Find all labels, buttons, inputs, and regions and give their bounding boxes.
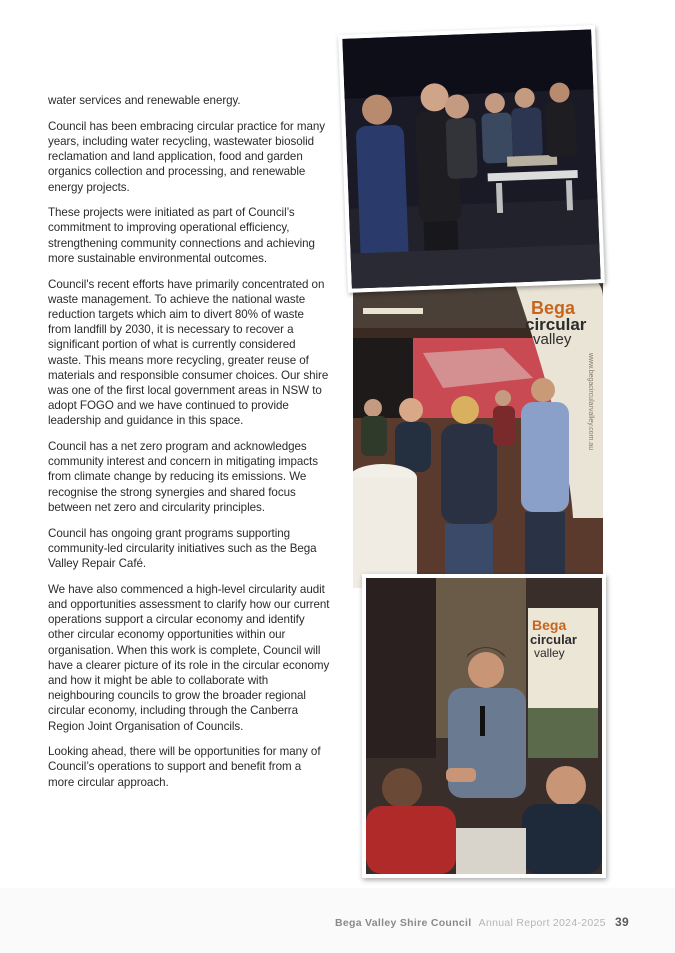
panel-discussion-image [342,29,600,288]
speaker-banner-brand-line-1: Bega [532,617,567,633]
banner-brand-line-2: circular [525,315,587,334]
paragraph: water services and renewable energy. [48,94,241,107]
banner-url: www.begacircularvalley.com.au [587,353,594,451]
banner-brand-line-1: Bega [531,298,576,318]
speaker-photo [362,574,606,878]
paragraph: These projects were initiated as part of Council’s commitment to improving operational efficiency, strengthening community connections and achieving more sustainable environmental outcomes. [48,206,315,265]
paragraph: Council has been embracing circular practice for many years, including water recycling, wastewater biosolid reclamation and land application, food and garden organics collection and processing, and renewable energy projects. [48,119,326,194]
footer-report-title: Annual Report 2024-2025 [478,917,606,929]
speaker-banner-brand-line-3: valley [534,646,565,660]
speaker-banner-brand-line-2: circular [530,632,577,647]
paragraph: Looking ahead, there will be opportunities for many of Council’s operations to support and benefit from a more circular approach. [48,745,321,789]
page-number: 39 [615,915,629,929]
page-footer [335,915,629,929]
paragraph: We have also commenced a high-level circularity audit and opportunities assessment to clarify how our current operations support a circular economy and identify other circular economy opportunities within our organisation. When this work is complete, Council will have a clearer picture of its role in the circular economy and how it might be able to collaborate with neighbouring councils to grow the broader regional circular economy, including through the Canberra Region Joint Organisation of Councils. [48,582,330,733]
footer-org-name: Bega Valley Shire Council [334,917,472,929]
paragraph: Council has a net zero program and acknowledges community interest and concern in mitigating impacts from climate change by reducing its emissions. We recognise the strong synergies and shared focus between net zero and circularity principles. [48,440,318,514]
body-text [48,93,330,800]
speaker-image [366,578,602,874]
paragraph: Council's recent efforts have primarily concentrated on waste management. To achieve the national waste reduction targets which aim to divert 80% of waste from landfill by 2030, it is necessary to recover a significant portion of what is currently considered waste. This means more recycling, greater reuse of materials and responsible consumer choices. Our shire was one of the first local government areas in NSW to adopt FOGO and we have continued to provide leadership and guidance in this space. [48,277,329,428]
banner-brand-line-3: valley [533,331,572,348]
panel-discussion-photo [338,25,605,293]
paragraph: Council has ongoing grant programs supporting community-led circularity initiatives such as the Bega Valley Repair Café. [48,526,317,570]
